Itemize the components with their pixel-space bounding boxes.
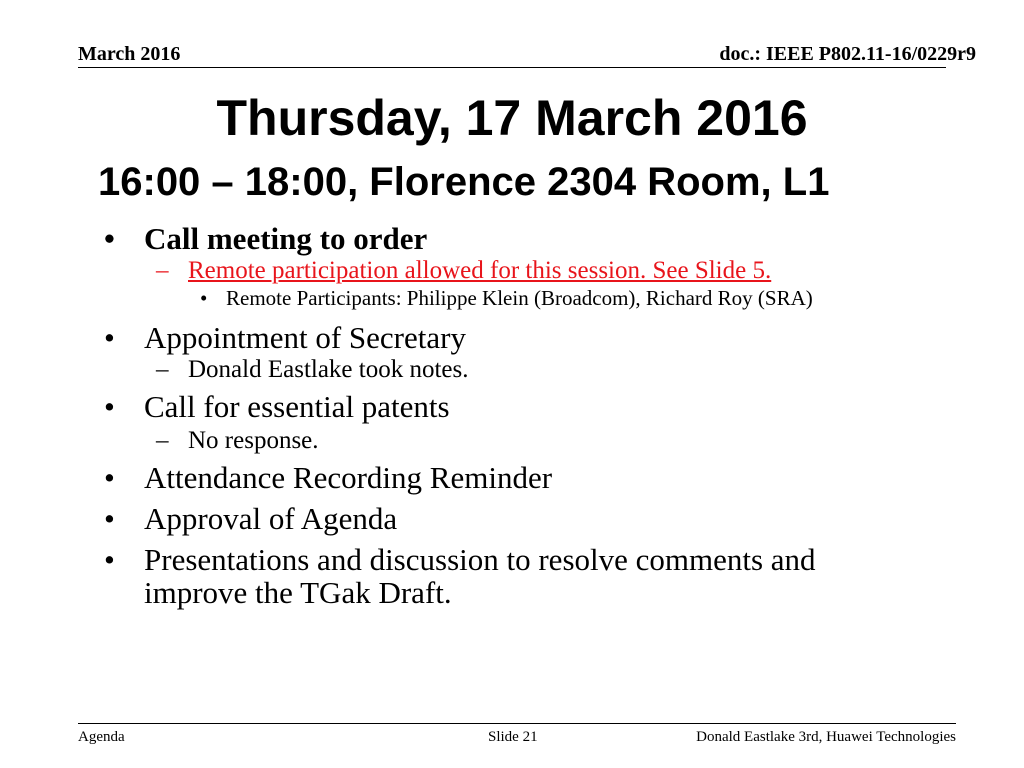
dash-icon: – xyxy=(156,356,169,383)
list-item-text: No response. xyxy=(188,427,319,454)
sublist-item-remote-participation[interactable] xyxy=(104,255,924,286)
footer-divider xyxy=(78,723,956,724)
footer-section: Agenda xyxy=(78,729,125,745)
sublist-item-notes xyxy=(104,354,924,385)
bullet-icon: • xyxy=(104,542,115,577)
bullet-icon: • xyxy=(104,389,115,424)
list-item-text: Call for essential patents xyxy=(144,389,450,424)
list-item-attendance xyxy=(104,461,924,494)
list-item-text: Appointment of Secretary xyxy=(144,320,466,355)
header-date: March 2016 xyxy=(78,43,181,65)
list-item-patents xyxy=(104,390,924,423)
list-item-text: Presentations and discussion to resolve comments and improve the TGak Draft. xyxy=(144,542,816,610)
bullet-icon: • xyxy=(104,320,115,355)
sublist-item-no-response xyxy=(104,425,924,456)
dash-icon: – xyxy=(156,257,169,284)
bullet-icon: • xyxy=(104,501,115,536)
slide-subtitle: 16:00 – 18:00, Florence 2304 Room, L1 xyxy=(98,160,830,204)
header-divider xyxy=(78,67,946,68)
bullet-icon: • xyxy=(200,286,208,310)
bullet-icon: • xyxy=(104,221,115,256)
list-item-presentations xyxy=(104,543,924,609)
list-item-text: Donald Eastlake took notes. xyxy=(188,356,469,383)
list-item-secretary xyxy=(104,321,924,354)
list-item-text: Call meeting to order xyxy=(144,221,428,256)
slide-number: Slide 21 xyxy=(488,729,538,745)
subsublist-item-remote-participants xyxy=(104,286,876,311)
list-item-text: Attendance Recording Reminder xyxy=(144,460,553,495)
slide-content xyxy=(104,222,924,609)
slide-title: Thursday, 17 March 2016 xyxy=(216,90,808,146)
header-doc-id: doc.: IEEE P802.11-16/0229r9 xyxy=(719,43,976,65)
list-item-call-to-order xyxy=(104,222,924,255)
dash-icon: – xyxy=(156,427,169,454)
footer-author: Donald Eastlake 3rd, Huawei Technologies xyxy=(696,729,956,745)
list-item-agenda xyxy=(104,502,924,535)
remote-participation-link[interactable]: Remote participation allowed for this session. See Slide 5. xyxy=(188,257,772,284)
list-item-text: Approval of Agenda xyxy=(144,501,398,536)
bullet-icon: • xyxy=(104,460,115,495)
list-item-text: Remote Participants: Philippe Klein (Broadcom), Richard Roy (SRA) xyxy=(226,286,813,310)
